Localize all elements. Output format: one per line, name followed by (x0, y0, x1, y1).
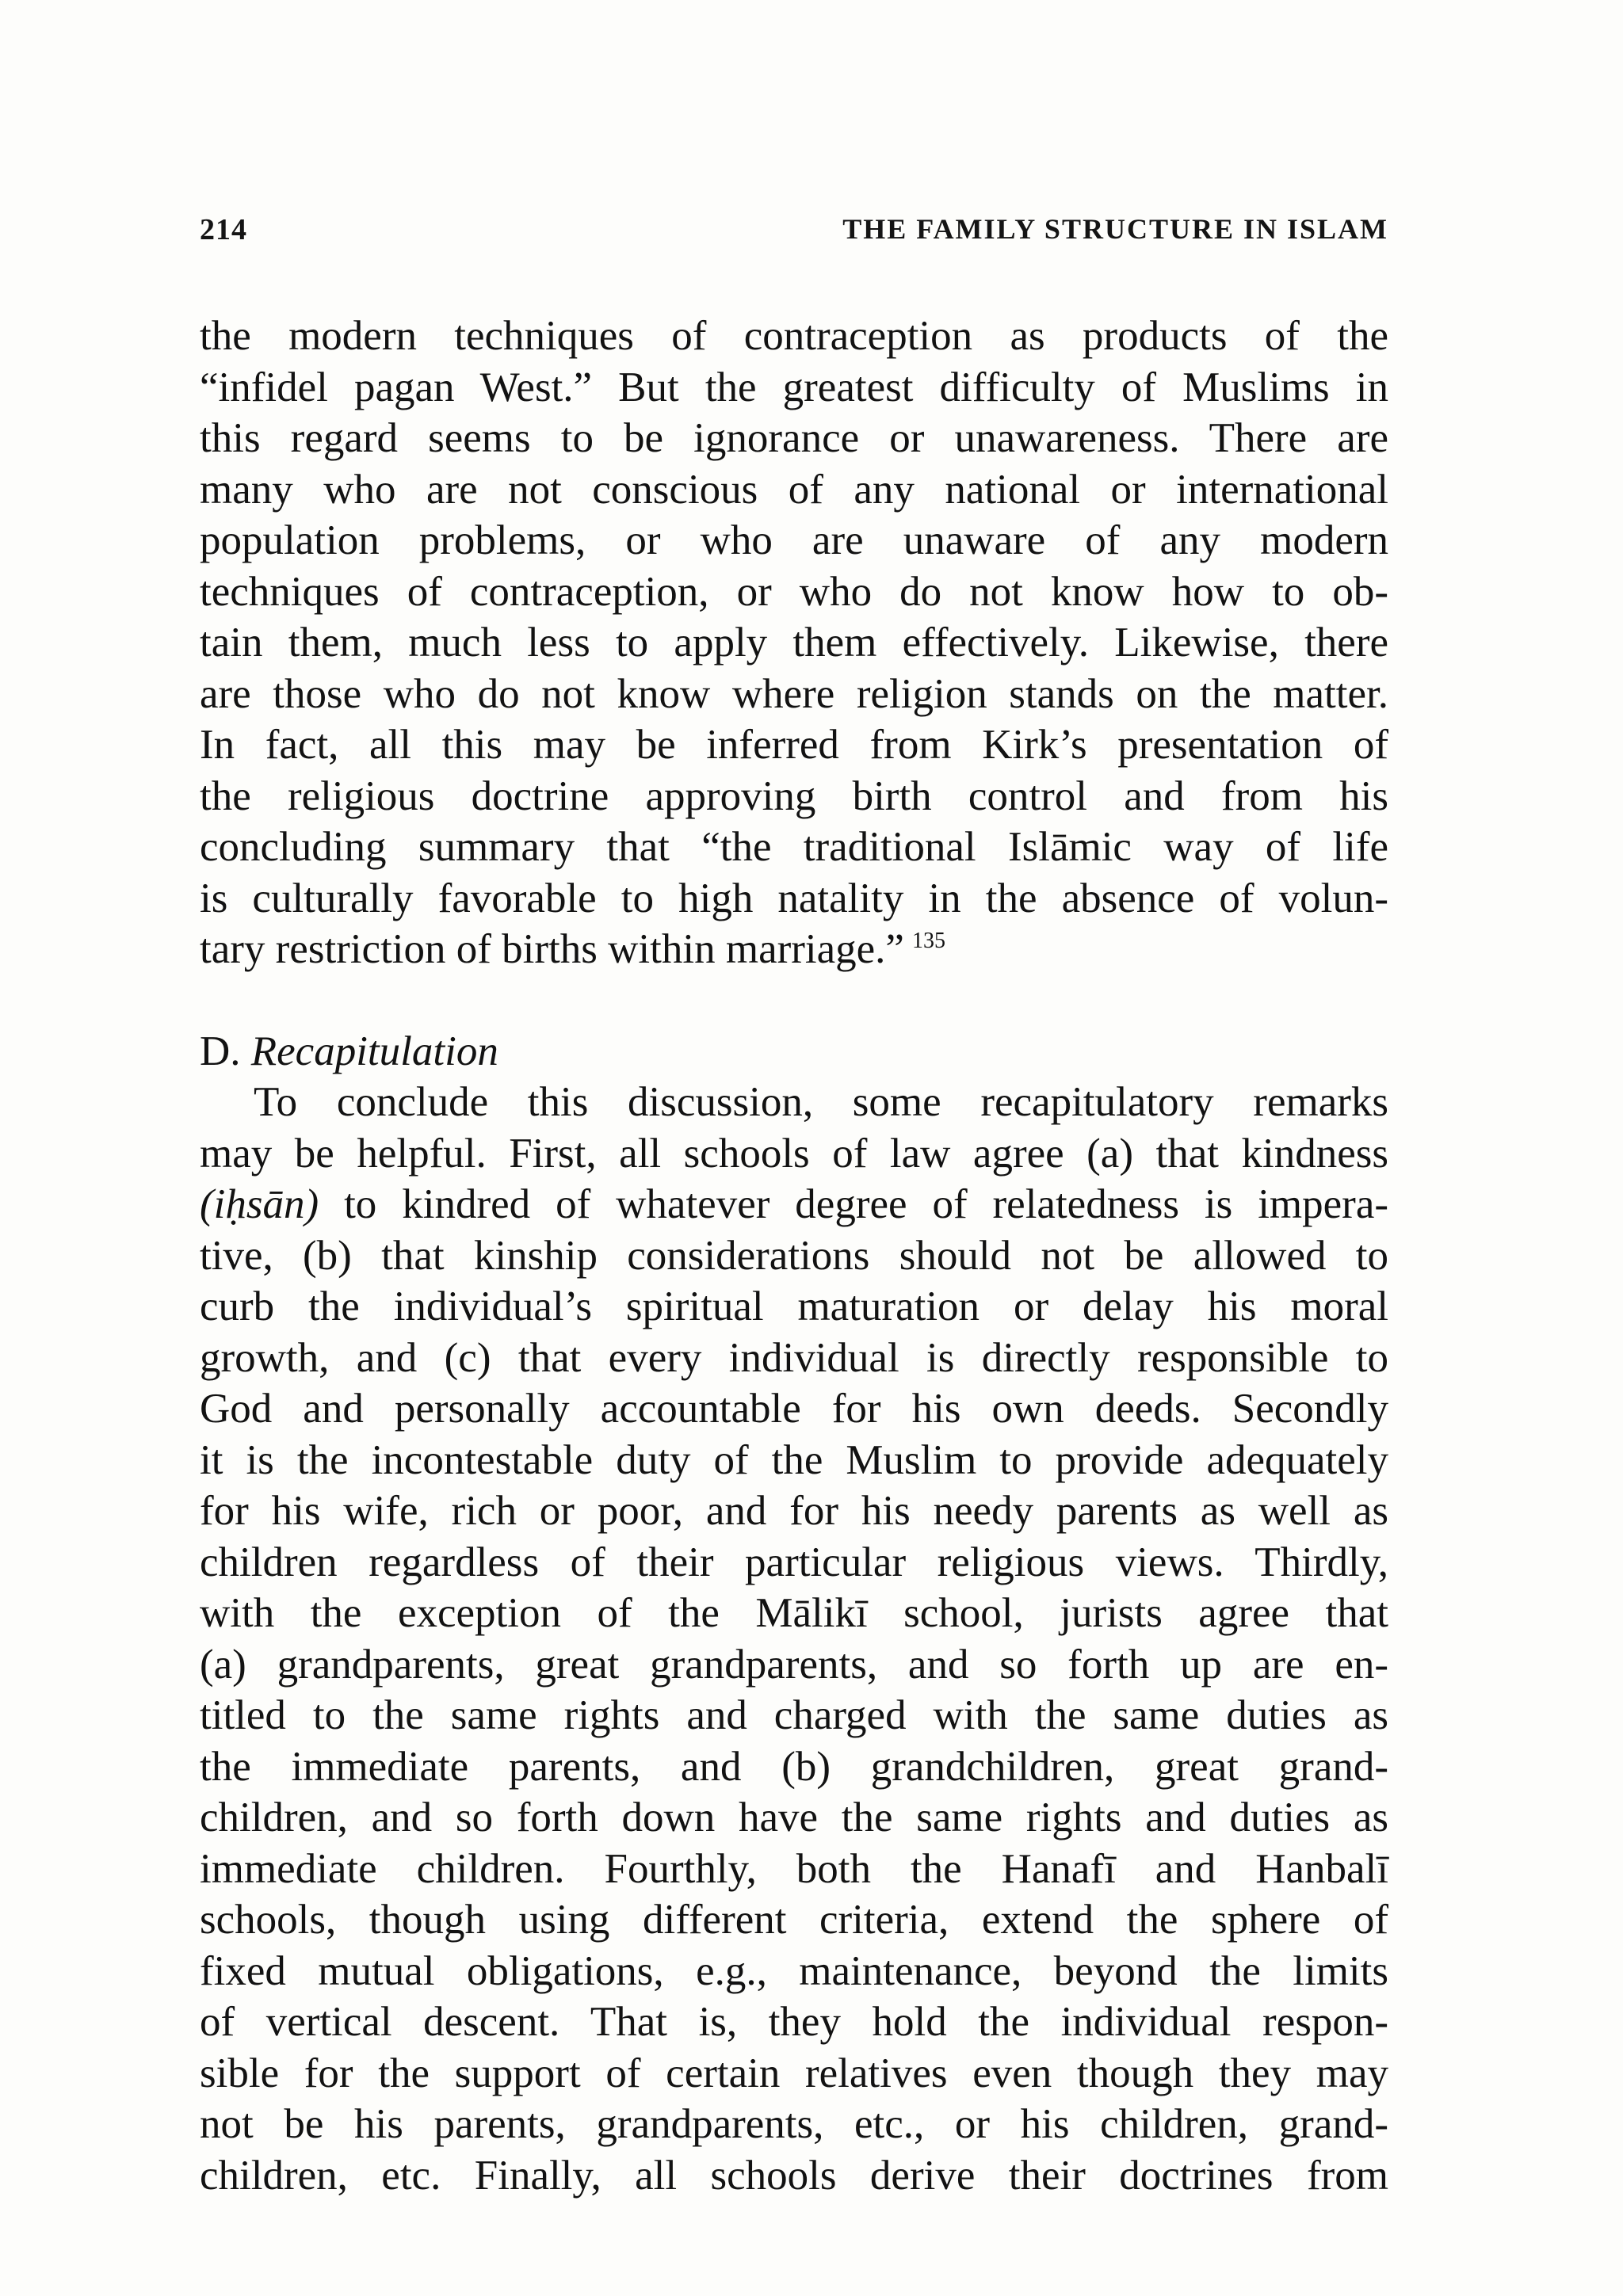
text-line-with-term (200, 1179, 1388, 1230)
text-line: this regard seems to be ignorance or unawareness. There are (200, 415, 1388, 461)
text-line: (a) grandparents, great grandparents, and so forth up are en- (200, 1641, 1388, 1688)
arabic-term: (iḥsān) (200, 1181, 319, 1227)
text-line: it is the incontestable duty of the Muslim to provide adequately (200, 1436, 1388, 1483)
text-line: tain them, much less to apply them effectively. Likewise, there (200, 620, 1388, 666)
section-spacer (200, 975, 1388, 1026)
text-line: “infidel pagan West.” But the greatest difficulty of Muslims in (200, 364, 1388, 410)
text-line: of vertical descent. That is, they hold the individual respon- (200, 1999, 1388, 2045)
section-heading (200, 1026, 1388, 1077)
text-line: immediate children. Fourthly, both the Hanafī and Hanbalī (200, 1845, 1388, 1892)
text-line: concluding summary that “the traditional Islāmic way of life (200, 824, 1388, 870)
text-line: the modern techniques of contraception as products of the (200, 313, 1388, 359)
text-line: curb the individual’s spiritual maturation or delay his moral (200, 1283, 1388, 1329)
text-line: many who are not conscious of any national or international (200, 466, 1388, 513)
paragraph-recapitulation (200, 1077, 1388, 2201)
text-line: sible for the support of certain relatives even though they may (200, 2050, 1388, 2096)
text-line: children, etc. Finally, all schools derive their doctrines from (200, 2152, 1388, 2199)
text-line: are those who do not know where religion stands on the matter. (200, 670, 1388, 717)
text-line: the immediate parents, and (b) grandchildren, great grand- (200, 1743, 1388, 1790)
text-line: growth, and (c) that every individual is directly responsible to (200, 1334, 1388, 1381)
text-line: fixed mutual obligations, e.g., maintenance, beyond the limits (200, 1947, 1388, 1994)
running-title: THE FAMILY STRUCTURE IN ISLAM (842, 213, 1388, 245)
running-head (200, 212, 1388, 260)
footnote-reference[interactable]: 135 (911, 929, 945, 954)
section-title: Recapitulation (250, 1028, 498, 1074)
text-line: may be helpful. First, all schools of law agree (a) that kindness (200, 1130, 1388, 1177)
text-line: for his wife, rich or poor, and for his needy parents as well as (200, 1488, 1388, 1534)
text-line: the religious doctrine approving birth control and from his (200, 772, 1388, 819)
section-letter: D. (200, 1028, 241, 1074)
text-line: titled to the same rights and charged with the same duties as (200, 1692, 1388, 1738)
text-line: children regardless of their particular religious views. Thirdly, (200, 1539, 1388, 1585)
page-number: 214 (200, 213, 247, 246)
text-line-content: to kindred of whatever degree of relatedness is impera- (319, 1181, 1388, 1227)
text-line: children, and so forth down have the same rights and duties as (200, 1794, 1388, 1840)
text-line: schools, though using different criteria, extend the sphere of (200, 1897, 1388, 1943)
text-line: In fact, all this may be inferred from Kirk’s presentation of (200, 722, 1388, 768)
text-line: with the exception of the Mālikī school, jurists agree that (200, 1590, 1388, 1636)
text-line: population problems, or who are unaware of any modern (200, 517, 1388, 563)
text-line: not be his parents, grandparents, etc., or his children, grand- (200, 2101, 1388, 2147)
text-line: To conclude this discussion, some recapitulatory remarks (254, 1079, 1388, 1125)
paragraph-continuation (200, 311, 1388, 975)
text-line: tive, (b) that kinship considerations should not be allowed to (200, 1232, 1388, 1279)
text-line: techniques of contraception, or who do not know how to ob- (200, 568, 1388, 615)
text-line: is culturally favorable to high natality in the absence of volun- (200, 875, 1388, 921)
text-line-content: tary restriction of births within marriage.” (200, 926, 904, 972)
text-line: God and personally accountable for his own deeds. Secondly (200, 1386, 1388, 1432)
text-line-last (200, 924, 1388, 975)
body-text (200, 311, 1388, 2201)
